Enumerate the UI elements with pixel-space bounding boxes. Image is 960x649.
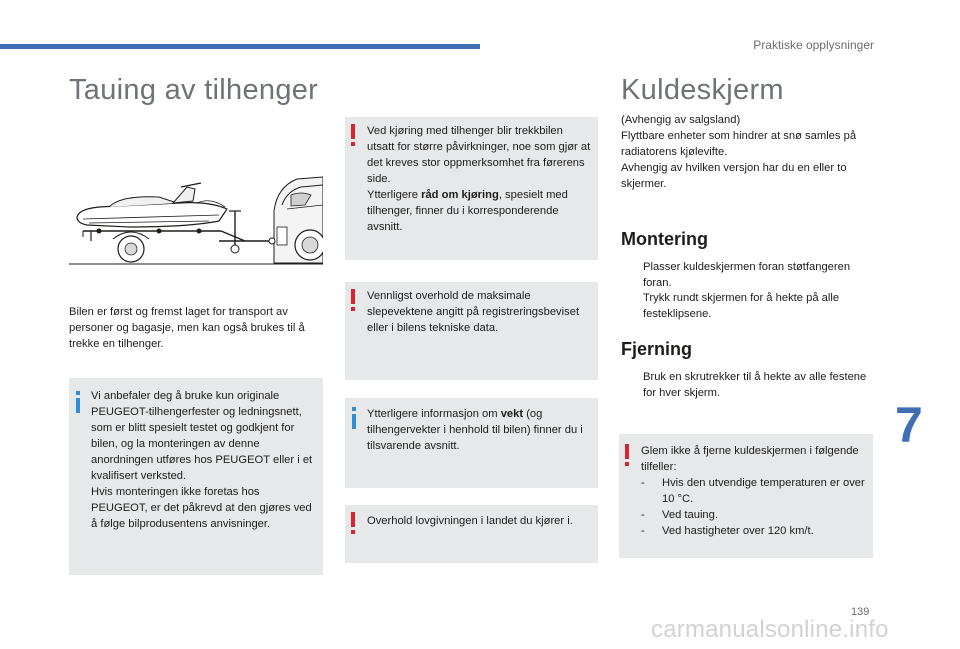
advice-link-text: råd om kjøring bbox=[421, 189, 499, 201]
cold-screen-intro bbox=[621, 112, 877, 192]
warning-box-remove-screen bbox=[619, 434, 873, 558]
warning-legislation-text: Overhold lovgivningen i landet du kjører i. bbox=[367, 515, 573, 527]
warning-weights-text: Vennligst overhold de maksimale slepevektene angitt på registreringsbeviset eller i bilens tekniske data. bbox=[367, 290, 580, 334]
warning-driving-text: Ved kjøring med tilhenger blir trekkbilen utsatt for større påvirkninger, noe som gjør at det kreves stor oppmerksomhet fra førerens side. bbox=[367, 125, 591, 185]
condition-towing: Ved tauing. bbox=[662, 509, 718, 521]
warning-icon bbox=[351, 512, 355, 534]
page-title-cold-screen: Kuldeskjerm bbox=[621, 74, 784, 106]
dash-marker: - bbox=[641, 509, 645, 521]
montering-step-2: Trykk rundt skjermen for å hekte på alle festeklipsene. bbox=[643, 292, 840, 320]
info-box-original-equipment bbox=[69, 378, 323, 575]
condition-speed: Ved hastigheter over 120 km/t. bbox=[662, 525, 814, 537]
page-number: 139 bbox=[851, 606, 870, 618]
info-weight-prefix: Ytterligere informasjon om bbox=[367, 408, 501, 420]
list-item bbox=[621, 290, 871, 322]
info-box-paragraph-1: Vi anbefaler deg å bruke kun originale PEUGEOT-tilhengerfester og ledningsnett, som er blitt spesielt testet og godkjent for bilen, og la monteringen av denne anordningen utføres hos PEUGEOT eller i et kvalifisert verksted. bbox=[91, 390, 313, 482]
advice-suffix: , spesielt med tilhenger, finner du i korresponderende avsnitt. bbox=[367, 189, 568, 233]
intro-line-2: Flyttbare enheter som hindrer at snø samles på radiatorens kjølevifte. bbox=[621, 130, 857, 158]
montering-step-1: Plasser kuldeskjermen foran støtfangeren foran. bbox=[643, 261, 851, 289]
advice-prefix: Ytterligere bbox=[367, 189, 422, 201]
warning-box-weights bbox=[345, 282, 598, 380]
header-accent-bar bbox=[0, 44, 480, 49]
list-item bbox=[641, 523, 867, 539]
warning-box-legislation bbox=[345, 505, 598, 563]
info-weight-bold: vekt bbox=[500, 408, 524, 420]
info-weight-text bbox=[367, 406, 592, 454]
warning-remove-intro: Glem ikke å fjerne kuldeskjermen i følgende tilfeller: bbox=[641, 445, 859, 473]
info-icon bbox=[76, 391, 80, 413]
info-icon bbox=[352, 407, 356, 429]
fjerning-step-1: Bruk en skrutrekker til å hekte av alle festene for hver skjerm. bbox=[643, 371, 867, 399]
condition-temperature: Hvis den utvendige temperaturen er over 10 °C. bbox=[662, 477, 865, 505]
page-title-towing: Tauing av tilhenger bbox=[69, 74, 319, 106]
info-box-weight bbox=[345, 398, 598, 488]
warning-box-driving bbox=[345, 117, 598, 260]
dash-marker: - bbox=[641, 525, 645, 537]
towing-intro-paragraph: Bilen er først og fremst laget for transport av personer og bagasje, men kan også brukes til å trekke en tilhenger. bbox=[69, 306, 305, 350]
section-title: Praktiske opplysninger bbox=[753, 38, 874, 52]
warning-icon bbox=[351, 124, 355, 146]
heading-montering: Montering bbox=[621, 229, 708, 249]
warning-icon bbox=[351, 289, 355, 311]
watermark: carmanualsonline.info bbox=[651, 616, 889, 643]
dash-marker: - bbox=[641, 477, 645, 489]
heading-fjerning: Fjerning bbox=[621, 339, 692, 359]
intro-line-3: Avhengig av hvilken versjon har du en eller to skjermer. bbox=[621, 162, 847, 190]
trailer-illustration bbox=[69, 165, 323, 268]
chapter-number: 7 bbox=[895, 397, 923, 453]
list-item bbox=[621, 369, 871, 401]
intro-line-1: (Avhengig av salgsland) bbox=[621, 114, 741, 126]
warning-icon bbox=[625, 444, 629, 466]
info-box-paragraph-2: Hvis monteringen ikke foretas hos PEUGEOT, er det påkrevd at den gjøres ved å følge bilprodusentens anvisninger. bbox=[91, 486, 312, 530]
warning-driving-advice bbox=[367, 187, 592, 235]
list-item bbox=[621, 259, 871, 291]
list-item bbox=[641, 475, 867, 507]
list-item bbox=[641, 507, 867, 523]
info-weight-suffix: (og tilhengervekter i henhold til bilen) finner du i tilsvarende avsnitt. bbox=[367, 408, 583, 452]
